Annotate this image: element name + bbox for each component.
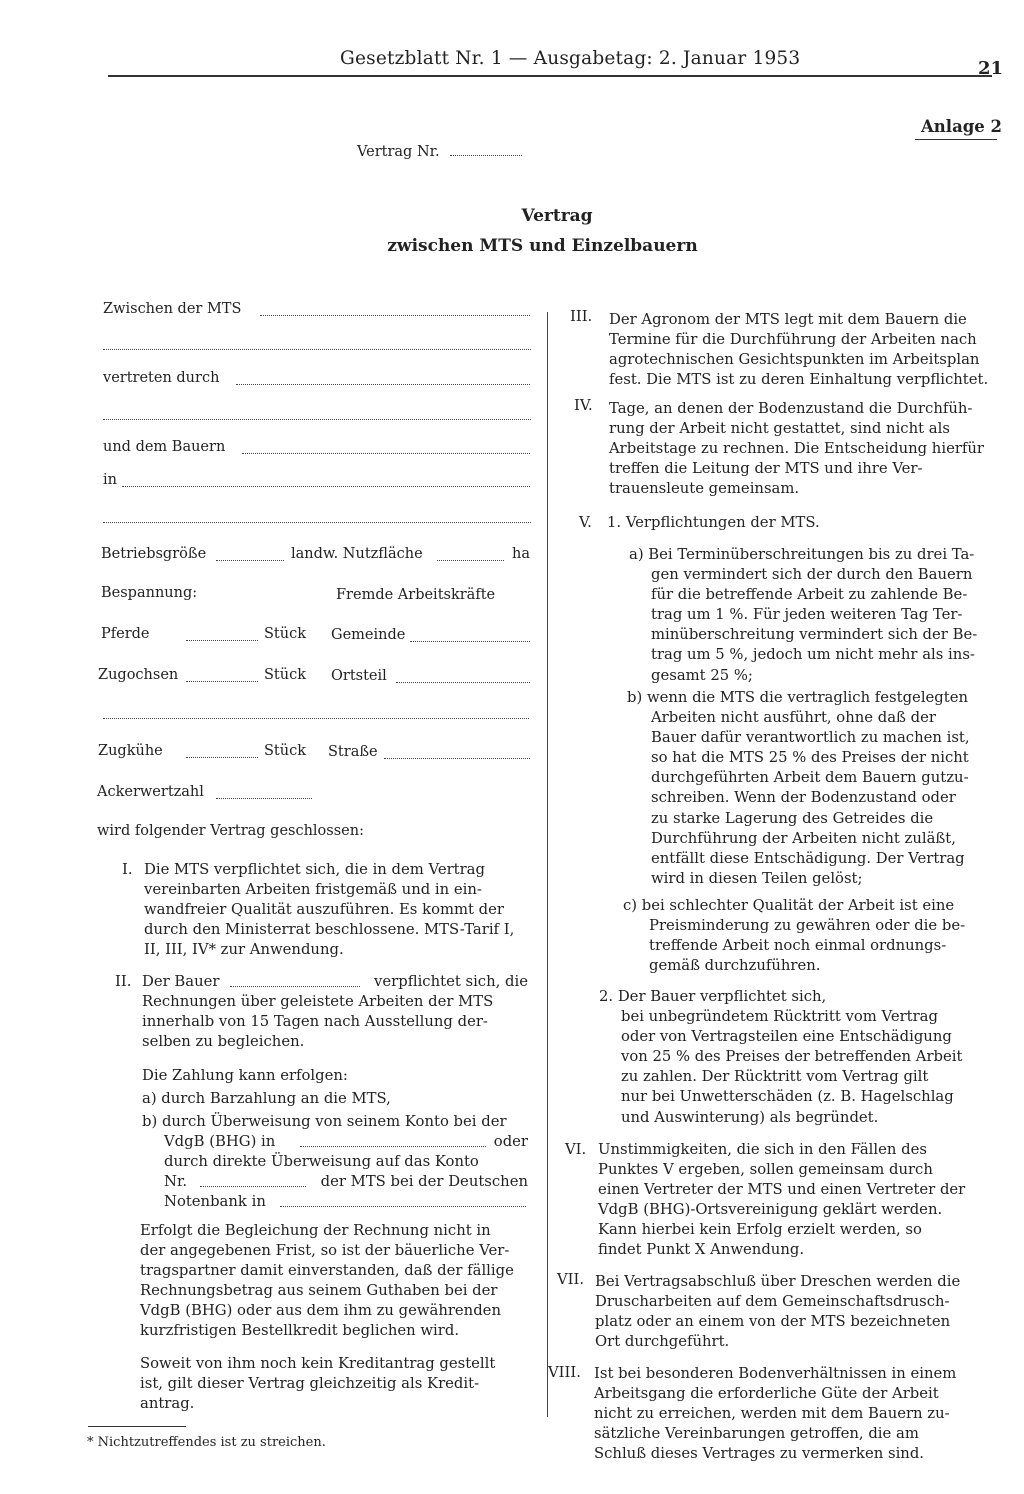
annex-underline: [915, 139, 997, 140]
text-line: Ist bei besonderen Bodenverhältnissen in einem: [594, 1365, 957, 1382]
form-blank: [236, 372, 530, 385]
text-line: b) wenn die MTS die vertraglich festgelegten: [627, 689, 969, 706]
form-label: und dem Bauern: [103, 439, 226, 455]
form-blank: [103, 510, 531, 523]
form-line-oxen: [98, 667, 178, 683]
form-label: Straße: [328, 744, 378, 760]
text-line: ist, gilt dieser Vertrag gleichzeitig als Kredit-: [140, 1375, 480, 1393]
text-line: c) bei schlechter Qualität der Arbeit ist eine: [623, 897, 955, 914]
form-unit-piece: [264, 667, 306, 683]
text-line: selben zu begleichen.: [142, 1033, 305, 1051]
text-line: vereinbarten Arbeiten fristgemäß und in ein-: [144, 881, 482, 899]
form-blank: [216, 548, 284, 561]
text-line: gesamt 25 %;: [651, 666, 753, 684]
text-line: treffende Arbeit noch einmal ordnungs-: [649, 937, 947, 955]
form-line-street: [328, 744, 378, 760]
text-line: oder von Vertragsteilen eine Entschädigung: [621, 1028, 952, 1046]
page-number: 21: [978, 58, 1004, 79]
text-line: bei unbegründetem Rücktritt vom Vertrag: [621, 1008, 938, 1026]
form-unit-ha: [512, 546, 530, 562]
text-line: Der Agronom der MTS legt mit dem Bauern die: [609, 311, 967, 328]
text-line: Rechnungsbetrag aus seinem Guthaben bei der: [140, 1282, 498, 1300]
form-blank: [384, 746, 530, 759]
payment-paragraph-1: [140, 1221, 525, 1342]
text-line: so hat die MTS 25 % des Preises der nicht: [651, 749, 969, 767]
section-VII-text: [595, 1272, 980, 1352]
text-line: Bei Vertragsabschluß über Dreschen werden die: [595, 1273, 961, 1290]
form-blank: [216, 786, 312, 799]
text-line: gen vermindert sich der durch den Bauern: [651, 566, 973, 584]
text-line: Punktes V ergeben, sollen gemeinsam durch: [598, 1161, 933, 1179]
payment-option-a: a) durch Barzahlung an die MTS,: [142, 1090, 391, 1107]
text-line: trag um 5 %, jedoch um nicht mehr als ins-: [651, 646, 975, 664]
form-label: Zugkühe: [98, 743, 163, 759]
form-line-municipality: [331, 627, 405, 643]
contract-number-label: Vertrag Nr.: [357, 144, 440, 160]
form-line-horses: [101, 626, 150, 642]
section-III-text: [609, 310, 994, 390]
text-line: Termine für die Durchführung der Arbeiten nach: [609, 331, 977, 349]
text-line: b) durch Überweisung von seinem Konto bei der: [142, 1113, 507, 1130]
form-line-foreign-workers: [336, 587, 495, 603]
form-label: Ortsteil: [331, 668, 387, 684]
form-line-in: [103, 472, 117, 488]
text-line: Schluß dieses Vertrages zu vermerken sind.: [594, 1445, 925, 1463]
form-label: Ackerwertzahl: [97, 784, 204, 800]
form-line-represented: [103, 370, 219, 386]
annex-label: Anlage 2: [921, 117, 1003, 136]
form-label: vertreten durch: [103, 370, 220, 386]
form-label: in: [103, 472, 117, 488]
text-line: VdgB (BHG) oder aus dem ihm zu gewährenden: [140, 1302, 501, 1320]
text-line: sätzliche Vereinbarungen getroffen, die am: [594, 1425, 919, 1443]
text-line: wandfreier Qualität auszuführen. Es kommt der: [144, 901, 504, 919]
text-line: agrotechnischen Gesichtspunkten im Arbeitsplan: [609, 351, 980, 369]
form-blank: [396, 670, 530, 683]
text-line: Rechnungen über geleistete Arbeiten der MTS: [142, 993, 494, 1010]
text-line: und Auswinterung) als begründet.: [621, 1108, 879, 1126]
text-fragment: Nr.: [164, 1173, 188, 1191]
text-line: VdgB (BHG)-Ortsvereinigung geklärt werden.: [598, 1201, 943, 1219]
section-IV-text: [609, 399, 991, 499]
text-line: innerhalb von 15 Tagen nach Ausstellung der-: [142, 1013, 488, 1031]
text-line: für die betreffende Arbeit zu zahlende Be-: [651, 586, 968, 604]
form-label: wird folgender Vertrag geschlossen:: [97, 823, 364, 839]
form-blank: [186, 745, 258, 758]
text-line: durch direkte Überweisung auf das Konto: [164, 1153, 479, 1171]
text-line: nicht zu erreichen, werden mit dem Bauern zu-: [594, 1405, 950, 1423]
text-fragment: VdgB (BHG) in: [164, 1133, 276, 1151]
text-line: entfällt diese Entschädigung. Der Vertrag: [651, 849, 965, 867]
document-title: Vertrag: [521, 206, 593, 226]
form-line-cows: [98, 743, 163, 759]
contract-number-field: [357, 144, 522, 160]
form-blank: [242, 441, 530, 454]
text-line: Tage, an denen der Bodenzustand die Durchfüh-: [609, 400, 973, 417]
form-blank: [260, 303, 530, 316]
header-rule: [108, 75, 992, 77]
section-VI-text: [598, 1140, 982, 1261]
text-line: [142, 1192, 528, 1212]
form-blank: [437, 548, 504, 561]
text-line: zu zahlen. Der Rücktritt vom Vertrag gilt: [621, 1068, 929, 1086]
section-II-text: [142, 972, 528, 1052]
form-line-district: [331, 668, 387, 684]
text-line: von 25 % des Preises der betreffenden Arbeit: [621, 1048, 963, 1066]
form-blank: [410, 629, 530, 642]
text-line: Ort durchgeführt.: [595, 1333, 730, 1351]
form-label: Zugochsen: [98, 667, 179, 683]
form-blank: [122, 474, 530, 487]
text-fragment: Notenbank in: [164, 1193, 266, 1211]
text-line: Kann hierbei kein Erfolg erzielt werden, so: [598, 1221, 922, 1239]
text-line: fest. Die MTS ist zu deren Einhaltung verpflichtet.: [609, 371, 989, 389]
section-V-1b-text: [627, 688, 988, 889]
text-fragment: Der Bauer: [142, 973, 220, 990]
form-line-harness: [101, 585, 197, 601]
text-line: treffen die Leitung der MTS und ihre Ver-: [609, 460, 923, 478]
text-line: [142, 1132, 528, 1152]
section-V-1-heading: 1. Verpflichtungen der MTS.: [607, 514, 820, 531]
form-unit-piece: [264, 626, 306, 642]
farmer-name-blank: [230, 976, 360, 987]
text-line: [142, 1172, 528, 1192]
text-line: [142, 972, 528, 992]
payment-paragraph-2: [140, 1354, 520, 1414]
text-line: trauensleute gemeinsam.: [609, 480, 800, 498]
form-line-concluded: [97, 823, 364, 839]
text-line: zu starke Lagerung des Getreides die: [651, 809, 934, 827]
section-number: V.: [579, 514, 592, 531]
section-V-1a-text: [629, 545, 989, 686]
form-line-farm-area: [291, 546, 423, 562]
text-line: Bauer dafür verantwortlich zu machen ist,: [651, 729, 970, 747]
text-fragment: oder: [493, 1133, 528, 1151]
payment-intro: Die Zahlung kann erfolgen:: [142, 1067, 348, 1084]
form-label: Pferde: [101, 626, 150, 642]
text-line: gemäß durchzuführen.: [649, 957, 821, 975]
text-line: Die MTS verpflichtet sich, die in dem Vertrag: [144, 861, 485, 878]
account-number-blank: [200, 1176, 306, 1187]
section-number: III.: [570, 308, 593, 325]
text-line: antrag.: [140, 1395, 195, 1413]
text-line: nur bei Unwetterschäden (z. B. Hagelschlag: [621, 1088, 954, 1106]
text-line: Arbeiten nicht ausführt, ohne daß der: [651, 709, 936, 727]
form-line-farmer: [103, 439, 225, 455]
form-blank: [103, 337, 531, 350]
section-number: VIII.: [548, 1364, 581, 1381]
form-label: Stück: [264, 626, 307, 642]
text-line: Druscharbeiten auf dem Gemeinschaftsdrusch-: [595, 1293, 950, 1311]
footnote: * Nichtzutreffendes ist zu streichen.: [87, 1435, 326, 1450]
contract-number-blank: [450, 145, 522, 156]
text-line: a) Bei Terminüberschreitungen bis zu drei Ta-: [629, 546, 975, 563]
form-unit-piece: [264, 743, 306, 759]
text-line: wird in diesen Teilen gelöst;: [651, 869, 863, 887]
text-line: minüberschreitung vermindert sich der Be-: [651, 626, 978, 644]
form-label: Stück: [264, 667, 307, 683]
form-line-farm-size: [101, 546, 206, 562]
vdgb-location-blank: [300, 1136, 486, 1147]
text-line: der angegebenen Frist, so ist der bäuerliche Ver-: [140, 1242, 510, 1260]
text-line: rung der Arbeit nicht gestattet, sind nicht als: [609, 420, 950, 438]
text-line: schreiben. Wenn der Bodenzustand oder: [651, 789, 956, 807]
section-number: VI.: [565, 1141, 587, 1158]
form-label: Gemeinde: [331, 627, 406, 643]
section-number: VII.: [557, 1271, 585, 1288]
text-line: durch den Ministerrat beschlossene. MTS-Tarif I,: [144, 921, 515, 939]
text-line: II, III, IV* zur Anwendung.: [144, 941, 344, 959]
form-label: Zwischen der MTS: [103, 301, 242, 317]
text-line: Erfolgt die Begleichung der Rechnung nicht in: [140, 1222, 491, 1239]
document-subtitle: zwischen MTS und Einzelbauern: [387, 236, 698, 256]
text-line: durchgeführten Arbeit dem Bauern gutzu-: [651, 769, 969, 787]
text-line: Preisminderung zu gewähren oder die be-: [649, 917, 966, 935]
text-fragment: der MTS bei der Deutschen: [320, 1173, 528, 1191]
text-line: Soweit von ihm noch kein Kreditantrag gestellt: [140, 1355, 496, 1372]
text-line: Arbeitsgang die erforderliche Güte der Arbeit: [594, 1385, 939, 1403]
text-line: platz oder an einem von der MTS bezeichneten: [595, 1313, 951, 1331]
form-blank: [103, 407, 531, 420]
text-line: Durchführung der Arbeiten nicht zuläßt,: [651, 829, 956, 847]
form-blank: [103, 706, 529, 719]
form-line-soil-value: [97, 784, 204, 800]
form-label: Stück: [264, 743, 307, 759]
form-label: Fremde Arbeitskräfte: [336, 587, 496, 603]
text-line: Arbeitstage zu rechnen. Die Entscheidung hierfür: [609, 440, 984, 458]
text-line: findet Punkt X Anwendung.: [598, 1241, 805, 1259]
form-label: ha: [512, 546, 530, 562]
section-I-text: [144, 860, 528, 960]
form-line-between-mts: [103, 301, 241, 317]
text-line: trag um 1 %. Für jeden weiteren Tag Ter-: [651, 606, 963, 624]
form-blank: [186, 669, 258, 682]
section-V-2-text: [599, 987, 985, 1128]
section-number: I.: [122, 861, 133, 878]
form-label: Betriebsgröße: [101, 546, 207, 562]
text-fragment: verpflichtet sich, die: [374, 973, 528, 990]
section-VIII-text: [594, 1364, 980, 1464]
text-line: tragspartner damit einverstanden, daß der fällige: [140, 1262, 514, 1280]
section-V-1c-text: [623, 896, 987, 976]
form-label: Bespannung:: [101, 585, 198, 601]
gazette-header-title: Gesetzblatt Nr. 1 — Ausgabetag: 2. Januar 1953: [340, 48, 801, 69]
text-line: einen Vertreter der MTS und einen Vertreter der: [598, 1181, 966, 1199]
payment-option-b: [142, 1112, 528, 1212]
form-label: landw. Nutzfläche: [291, 546, 423, 562]
column-divider: [547, 312, 548, 1417]
text-line: 2. Der Bauer verpflichtet sich,: [599, 988, 827, 1005]
section-number: II.: [115, 973, 132, 990]
form-blank: [186, 628, 258, 641]
section-number: IV.: [574, 397, 593, 414]
footnote-rule: [88, 1426, 186, 1427]
notenbank-location-blank: [280, 1196, 526, 1207]
text-line: Unstimmigkeiten, die sich in den Fällen des: [598, 1141, 927, 1158]
text-line: kurzfristigen Bestellkredit beglichen wird.: [140, 1322, 460, 1340]
